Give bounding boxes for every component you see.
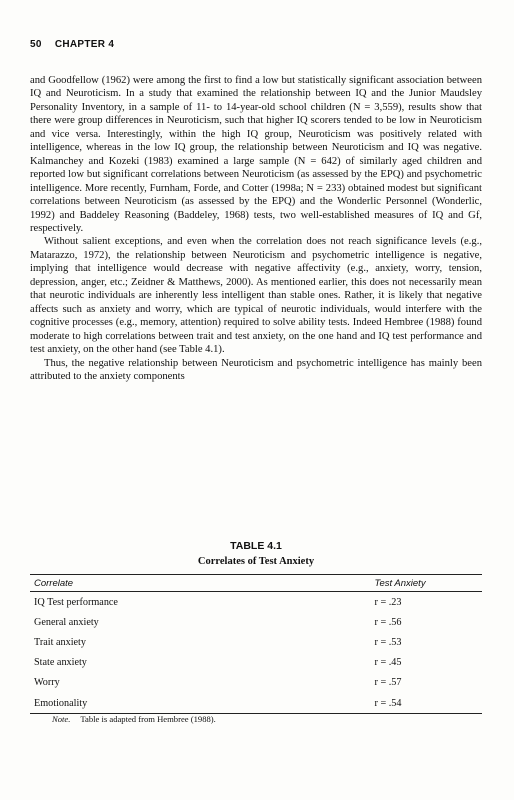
table-row bbox=[30, 592, 482, 613]
table-row bbox=[30, 632, 482, 652]
paragraph: Thus, the negative relationship between Neuroticism and psychometric intelligence has mainly been attributed to the anxiety components bbox=[30, 357, 482, 382]
column-header-correlate: Correlate bbox=[30, 575, 139, 592]
table-row bbox=[30, 653, 482, 673]
table-subtitle: Correlates of Test Anxiety bbox=[197, 556, 315, 567]
note-label: Note. bbox=[52, 714, 71, 724]
correlate-cell: General anxiety bbox=[34, 616, 99, 628]
value-cell: r = .56 bbox=[374, 616, 402, 628]
table-row bbox=[30, 673, 482, 693]
running-header bbox=[30, 39, 114, 50]
paragraph: and Goodfellow (1962) were among the first to find a low but statistically significant association between IQ and Neuroticism. In a study that examined the relationship between IQ and the Junior Maudsley Personality Inventory, in a sample of 11- to 14-year-old school children (N = 3,559), results show that there were group differences in Neuroticism, such that higher IQ scorers tended to be low in Neuroticism and vice versa. Interestingly, within the high IQ group, Neuroticism was positively related with intelligence, whereas in the low IQ group, the relationship between Neuroticism and IQ was negative. Kalmanchey and Kozeki (1983) examined a large sample (N = 642) of similarly aged children and reported low but significant correlations between Neuroticism (as assessed by the EPQ) and psychometric intelligence. More recently, Furnham, Forde, and Cotter (1998a; N = 233) obtained modest but significant correlations between Neuroticism (as assessed by the EPQ) and the Wonderlic Personnel (Wonderlic, 1992) and Baddeley Reasoning (Baddeley, 1968) tests, two well-established measures of IQ and Gf, respectively. bbox=[30, 75, 482, 234]
correlates-table bbox=[30, 574, 482, 714]
chapter-label: CHAPTER 4 bbox=[54, 39, 115, 50]
value-cell: r = .57 bbox=[374, 677, 402, 689]
table-row bbox=[30, 693, 482, 714]
value-cell: r = .54 bbox=[139, 693, 482, 714]
paragraph: Without salient exceptions, and even when the correlation does not reach significance levels (e.g., Matarazzo, 1972), the relationship between Neuroticism and psychometric intelligence is negative, implying that intelligence would decrease with negative affectivity (e.g., anxiety, worry, tension, depression, anger, etc.; Zeidner & Matthews, 2000). As mentioned earlier, this does not necessarily mean that neurotic individuals are inherently less intelligent than stable ones. Rather, it is likely that negative affects such as anxiety and worry, which are typical of neurotic individuals, would interfere with the cognitive processes (e.g., memory, attention) required to solve ability tests. Indeed Hembree (1988) found moderate to high correlations between trait and test anxiety, on the one hand and IQ test performance and test anxiety, on the other hand (see Table 4.1). bbox=[30, 236, 482, 356]
note-text: Table is adapted from Hembree (1988). bbox=[80, 714, 216, 724]
table-note bbox=[52, 714, 216, 724]
table-row bbox=[30, 612, 482, 632]
correlate-cell: Trait anxiety bbox=[34, 636, 86, 648]
table-header-row bbox=[30, 575, 482, 592]
value-cell: r = .23 bbox=[374, 596, 402, 608]
value-cell: r = .53 bbox=[374, 636, 402, 648]
column-header-test-anxiety: Test Anxiety bbox=[139, 575, 482, 592]
page-number: 50 bbox=[30, 39, 42, 50]
correlate-cell: IQ Test performance bbox=[34, 596, 118, 608]
correlate-cell: Emotionality bbox=[30, 693, 139, 714]
correlate-cell: Worry bbox=[34, 677, 60, 689]
value-cell: r = .45 bbox=[374, 657, 402, 669]
table-title: TABLE 4.1 bbox=[230, 540, 282, 552]
correlate-cell: State anxiety bbox=[34, 657, 87, 669]
body-text bbox=[30, 74, 482, 383]
